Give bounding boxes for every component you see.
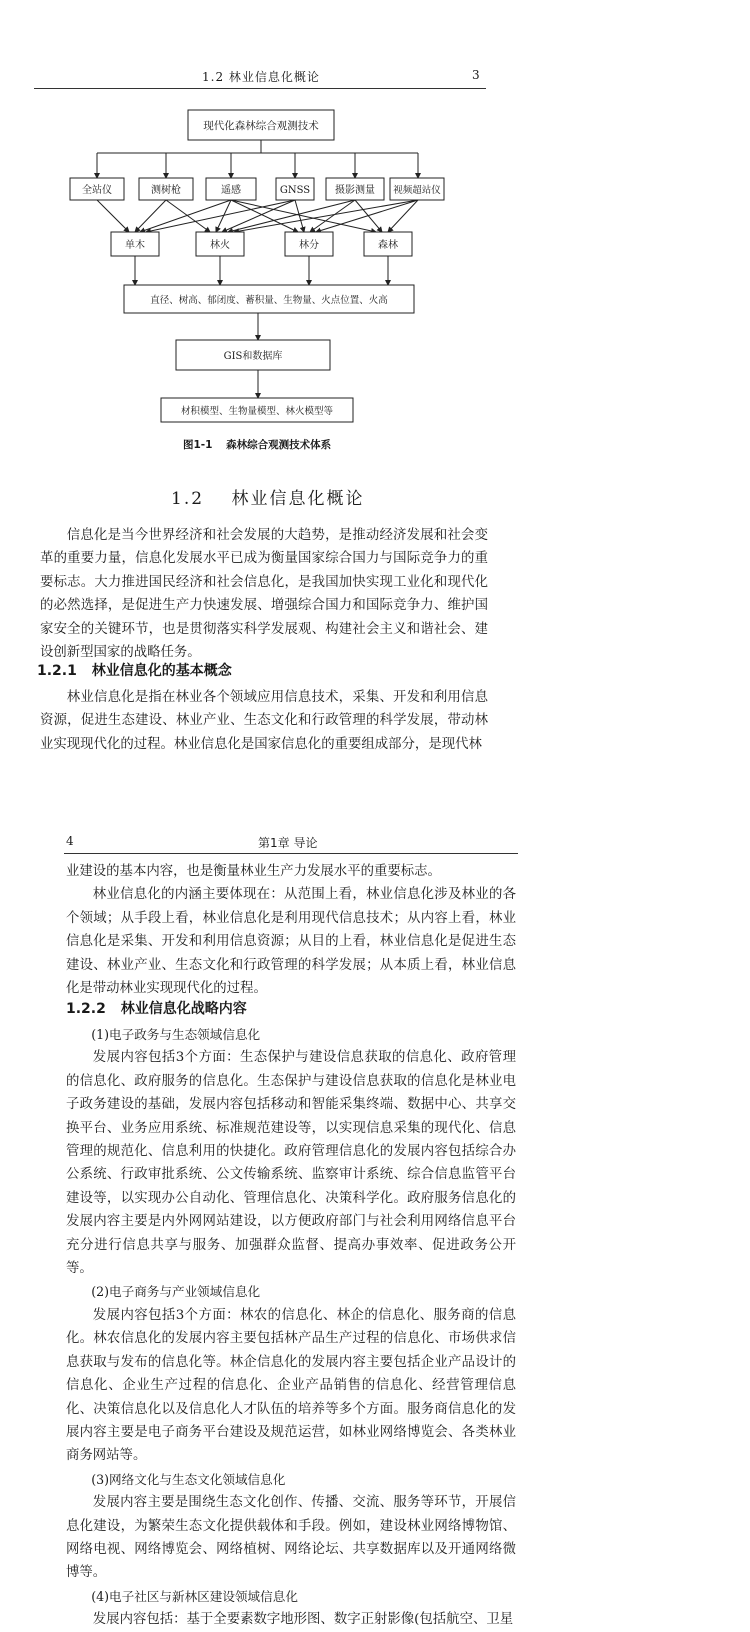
page-number-2: 4 <box>66 834 74 848</box>
intro-paragraph-text: 信息化是当今世界经济和社会发展的大趋势，是推动经济发展和社会变革的重要力量，信息化发展水平已成为衡量国家综合国力与国际竞争力的重要标志。大力推进国民经济和社会信息化，是我国加快实现工业化和现代化的必然选择，是促进生产力快速发展、增强综合国力和国际竞争力、维护国家安全的关键环节，也是贯彻落实科学发展观、构建社会主义和谐社会、建设创新型国家的战略任务。 <box>40 528 488 661</box>
subsection-title-2: 林业信息化战略内容 <box>120 1001 247 1017</box>
item4-title: (4)电子社区与新林区建设领域信息化 <box>91 1588 298 1604</box>
item3-title: (3)网络文化与生态文化领域信息化 <box>91 1471 286 1487</box>
section-number: 1.2 <box>171 489 205 509</box>
diagram-label-target-4: 森林 <box>378 240 398 251</box>
concept-paragraph-text: 林业信息化是指在林业各个领域应用信息技术，采集、开发和利用信息资源，促进生态建设、林业产业、生态文化和行政管理的科学发展，带动林业实现现代化的过程。林业信息化是国家信息化的重要组成部分，是现代林 <box>40 690 488 752</box>
item1-text: 发展内容包括3个方面：生态保护与建设信息获取的信息化、政府管理的信息化、政府服务的信息化。生态保护与建设信息获取的信息化是林业电子政务建设的基础，发展内容包括移动和智能采集终端、数据中心、共享交换平台、业务应用系统、标准规范建设等，以实现信息采集的现代化、信息管理的规范化、信息利用的快捷化。政府管理信息化的发展内容包括综合办公系统、行政审批系统、公文传输系统、监察审计系统、综合信息监管平台建设等，以实现办公自动化、管理信息化、决策科学化。政府服务信息化的发展内容主要是内外网网站建设，以方便政府部门与社会利用网络信息平台充分进行信息共享与服务、加强群众监督、提高办事效率、促进政务公开等。 <box>66 1050 516 1277</box>
continuation-text: 业建设的基本内容，也是衡量林业生产力发展水平的重要标志。 <box>66 864 441 879</box>
diagram-label-instrument-1: 全站仪 <box>82 185 112 196</box>
page-number: 3 <box>472 68 480 82</box>
header-rule <box>34 88 486 89</box>
running-header-chapter: 第1章 导论 <box>258 836 318 850</box>
diagram-label-top: 现代化森林综合观测技术 <box>203 120 319 132</box>
diagram-label-models: 材积模型、生物量模型、林火模型等 <box>180 406 334 417</box>
figure-observation-system <box>0 100 750 430</box>
figure-caption-number: 图1-1 <box>183 439 213 451</box>
diagram-label-instrument-6: 视频超站仪 <box>393 185 441 196</box>
item2-text: 发展内容包括3个方面：林农的信息化、林企的信息化、服务商的信息化。林农信息化的发展内容主要包括林产品生产过程的信息化、市场供求信息获取与发布的信息化等。林企信息化的发展内容主要包括企业产品设计的信息化、企业生产过程的信息化、企业产品销售的信息化、经营管理信息化、决策信息化以及信息化人才队伍的培养等多个方面。服务商信息化的发展内容主要是电子商务平台建设及规范运营，如林业网络博览会、各类林业商务网站等。 <box>66 1307 516 1464</box>
figure-caption-text: 森林综合观测技术体系 <box>226 439 332 451</box>
diagram-label-instrument-4: GNSS <box>279 185 311 196</box>
diagram-label-instrument-3: 遥感 <box>221 185 241 196</box>
diagram-label-params: 直径、树高、郁闭度、蓄积量、生物量、火点位置、火高 <box>150 295 388 306</box>
item2-title: (2)电子商务与产业领域信息化 <box>91 1284 261 1300</box>
strategy-content <box>66 1023 516 1632</box>
item4-text: 发展内容包括：基于全要素数字地形图、数字正射影像(包括航空、卫星 <box>92 1612 514 1628</box>
subsection-title-1: 林业信息化的基本概念 <box>91 663 232 679</box>
diagram-label-target-2: 林火 <box>210 240 230 251</box>
intro-paragraph <box>40 524 488 664</box>
figure-caption <box>183 437 331 452</box>
subsection-number-2: 1.2.2 <box>66 1001 106 1017</box>
header-rule-2 <box>64 853 518 854</box>
section-heading <box>171 484 364 509</box>
running-header-section: 1.2 林业信息化概论 <box>202 70 320 84</box>
diagram-label-gis: GIS和数据库 <box>223 351 283 362</box>
connotation-paragraph: 林业信息化的内涵主要体现在：从范围上看，林业信息化涉及林业的各个领域；从手段上看，林业信息化是利用现代信息技术；从内容上看，林业信息化是采集、开发和利用信息资源；从目的上看，林业信息化是促进生态建设、林业产业、生态文化和行政管理的科学发展；从本质上看，林业信息化是带动林业实现现代化的过程。 <box>66 887 516 997</box>
section-title: 林业信息化概论 <box>231 489 365 509</box>
diagram-label-instrument-2: 测树枪 <box>151 185 181 196</box>
subsection-number-1: 1.2.1 <box>37 663 77 679</box>
diagram-label-target-3: 林分 <box>299 240 319 251</box>
item1-title: (1)电子政务与生态领域信息化 <box>91 1027 261 1042</box>
diagram-label-target-1: 单木 <box>125 240 145 251</box>
diagram-label-instrument-5: 摄影测量 <box>335 185 375 196</box>
concept-paragraph <box>40 686 488 756</box>
subsection-heading-1 <box>37 660 232 680</box>
item3-text: 发展内容主要是围绕生态文化创作、传播、交流、服务等环节，开展信息化建设，为繁荣生态文化提供载体和手段。例如，建设林业网络博物馆、网络电视、网络博览会、网络植树、网络论坛、共享数据库以及开通网络微博等。 <box>66 1495 516 1581</box>
subsection-heading-2 <box>66 998 247 1018</box>
page2-body <box>66 860 516 1000</box>
